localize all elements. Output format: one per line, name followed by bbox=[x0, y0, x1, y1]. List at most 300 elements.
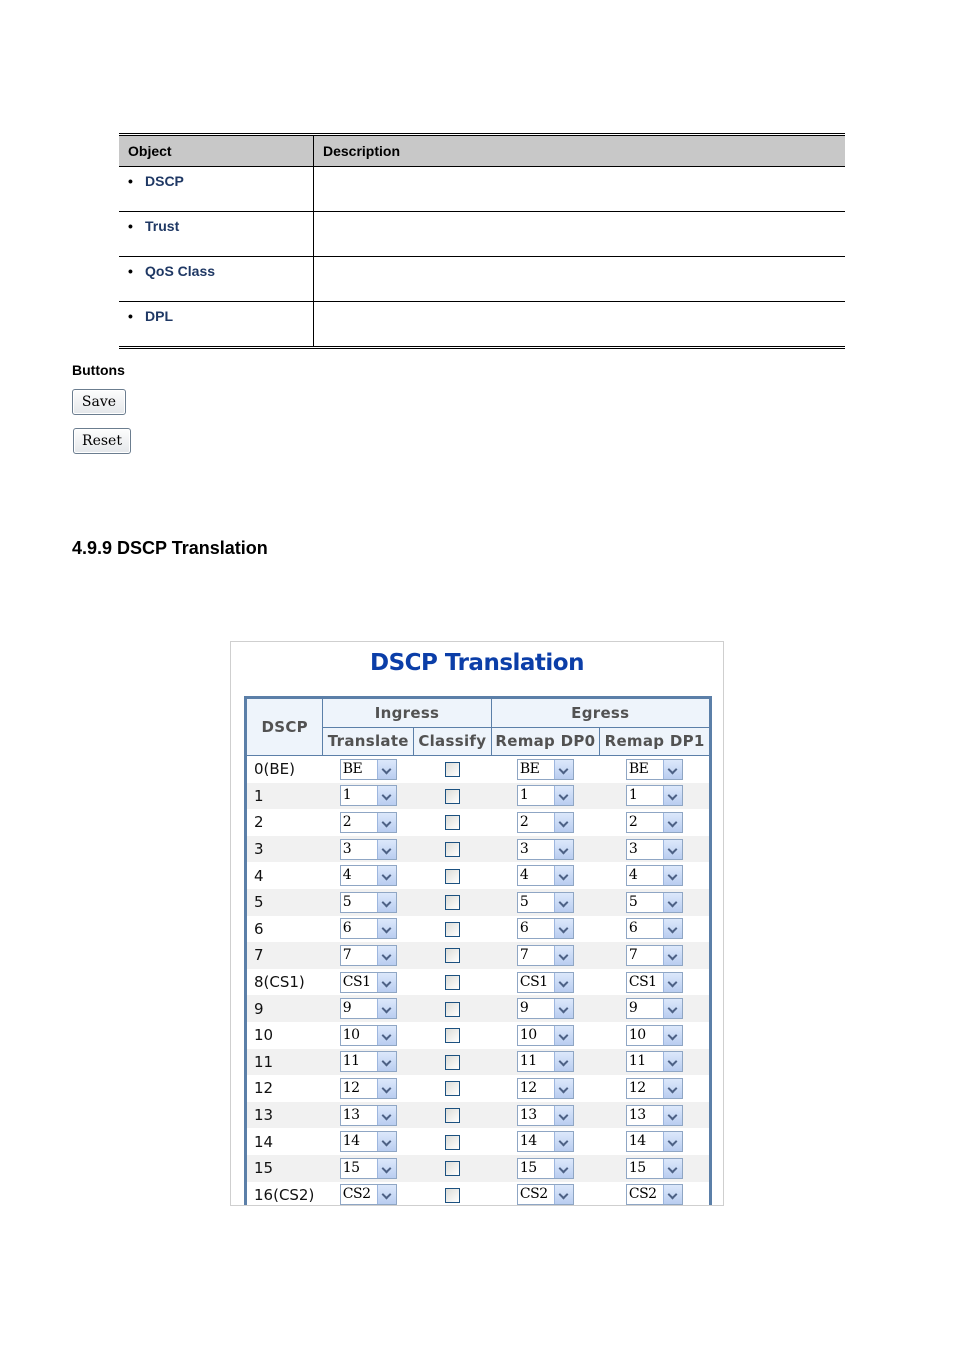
dscp-value: 7 bbox=[246, 942, 323, 969]
dscp-value: 13 bbox=[246, 1102, 323, 1129]
section-heading: 4.9.9 DSCP Translation bbox=[72, 538, 268, 558]
remap-dp1-cell bbox=[600, 809, 711, 836]
object-description-table bbox=[119, 133, 845, 349]
table-row bbox=[119, 257, 845, 302]
classify-checkbox[interactable] bbox=[445, 1028, 460, 1043]
remap-dp1-select[interactable] bbox=[626, 1184, 683, 1205]
classify-checkbox[interactable] bbox=[445, 762, 460, 777]
object-name: • DSCP bbox=[128, 173, 184, 189]
buttons-heading: Buttons bbox=[72, 362, 125, 378]
remap-dp0-cell bbox=[491, 1102, 600, 1129]
classify-checkbox[interactable] bbox=[445, 1188, 460, 1203]
translate-cell bbox=[323, 969, 414, 996]
translate-select[interactable] bbox=[340, 1105, 397, 1126]
remap-dp1-select[interactable] bbox=[626, 1025, 683, 1046]
remap-dp1-cell bbox=[600, 1182, 711, 1207]
chevron-down-icon[interactable] bbox=[663, 1132, 682, 1151]
chevron-down-icon[interactable] bbox=[663, 1106, 682, 1125]
remap-dp0-select[interactable] bbox=[517, 1078, 574, 1099]
translate-value: 13 bbox=[342, 1106, 360, 1123]
chevron-down-icon[interactable] bbox=[377, 946, 396, 965]
remap-dp0-cell bbox=[491, 756, 600, 783]
remap-dp1-value: CS1 bbox=[628, 973, 657, 990]
chevron-down-icon[interactable] bbox=[663, 813, 682, 832]
remap-dp1-value: 12 bbox=[628, 1079, 646, 1096]
translate-cell bbox=[323, 1075, 414, 1102]
chevron-down-icon[interactable] bbox=[554, 919, 573, 938]
remap-dp1-value: 14 bbox=[628, 1133, 646, 1150]
chevron-down-icon[interactable] bbox=[663, 946, 682, 965]
remap-dp1-select[interactable] bbox=[626, 918, 683, 939]
classify-cell bbox=[414, 942, 491, 969]
remap-dp0-value: 2 bbox=[519, 813, 529, 830]
remap-dp0-select[interactable] bbox=[517, 998, 574, 1019]
classify-cell bbox=[414, 889, 491, 916]
reset-button[interactable]: Reset bbox=[73, 428, 131, 454]
dscp-value: 1 bbox=[246, 783, 323, 810]
remap-dp1-value: 7 bbox=[628, 946, 638, 963]
remap-dp0-select[interactable] bbox=[517, 785, 574, 806]
remap-dp1-select[interactable] bbox=[626, 1051, 683, 1072]
description-column-header: Description bbox=[314, 135, 846, 167]
table-row bbox=[246, 1075, 711, 1102]
remap-dp1-cell bbox=[600, 916, 711, 943]
chevron-down-icon[interactable] bbox=[554, 1132, 573, 1151]
remap-dp1-cell bbox=[600, 783, 711, 810]
object-cell bbox=[119, 167, 314, 212]
classify-cell bbox=[414, 1049, 491, 1076]
translate-cell bbox=[323, 1128, 414, 1155]
classify-checkbox[interactable] bbox=[445, 1135, 460, 1150]
classify-cell bbox=[414, 1102, 491, 1129]
classify-cell bbox=[414, 862, 491, 889]
remap-dp1-select[interactable] bbox=[626, 785, 683, 806]
object-name: • DPL bbox=[128, 308, 173, 324]
classify-checkbox[interactable] bbox=[445, 1108, 460, 1123]
remap-dp0-cell bbox=[491, 1049, 600, 1076]
remap-dp1-select[interactable] bbox=[626, 839, 683, 860]
chevron-down-icon[interactable] bbox=[377, 1159, 396, 1178]
translate-cell bbox=[323, 836, 414, 863]
remap-dp1-cell bbox=[600, 995, 711, 1022]
chevron-down-icon[interactable] bbox=[377, 866, 396, 885]
remap-dp0-value: 12 bbox=[519, 1079, 537, 1096]
table-row bbox=[246, 889, 711, 916]
remap-dp1-select[interactable] bbox=[626, 759, 683, 780]
remap-dp0-select[interactable] bbox=[517, 1158, 574, 1179]
translate-select[interactable] bbox=[340, 972, 397, 993]
chevron-down-icon[interactable] bbox=[663, 786, 682, 805]
translate-value: 6 bbox=[342, 920, 352, 937]
table-row bbox=[246, 862, 711, 889]
translate-select[interactable] bbox=[340, 1051, 397, 1072]
translate-value: 5 bbox=[342, 893, 352, 910]
remap-dp0-value: CS2 bbox=[519, 1186, 548, 1203]
table-row bbox=[119, 212, 845, 257]
remap-dp0-cell bbox=[491, 836, 600, 863]
chevron-down-icon[interactable] bbox=[663, 893, 682, 912]
chevron-down-icon[interactable] bbox=[377, 1026, 396, 1045]
remap-dp0-cell bbox=[491, 916, 600, 943]
chevron-down-icon[interactable] bbox=[663, 760, 682, 779]
table-row bbox=[246, 1155, 711, 1182]
chevron-down-icon[interactable] bbox=[377, 893, 396, 912]
chevron-down-icon[interactable] bbox=[377, 1106, 396, 1125]
translate-select[interactable] bbox=[340, 998, 397, 1019]
translate-select[interactable] bbox=[340, 839, 397, 860]
object-table-header-row bbox=[119, 135, 845, 167]
remap-dp1-cell bbox=[600, 1022, 711, 1049]
table-row bbox=[119, 302, 845, 348]
remap-dp0-select[interactable] bbox=[517, 839, 574, 860]
chevron-down-icon[interactable] bbox=[663, 1052, 682, 1071]
classify-cell bbox=[414, 756, 491, 783]
classify-checkbox[interactable] bbox=[445, 1055, 460, 1070]
remap-dp0-value: 7 bbox=[519, 946, 529, 963]
chevron-down-icon[interactable] bbox=[377, 973, 396, 992]
remap-dp0-cell bbox=[491, 889, 600, 916]
classify-checkbox[interactable] bbox=[445, 1161, 460, 1176]
translate-cell bbox=[323, 942, 414, 969]
remap-dp1-select[interactable] bbox=[626, 1078, 683, 1099]
remap-dp0-select[interactable] bbox=[517, 1025, 574, 1046]
remap-dp1-cell bbox=[600, 1155, 711, 1182]
remap-dp1-cell bbox=[600, 1075, 711, 1102]
remap-dp0-value: 9 bbox=[519, 1000, 529, 1017]
object-cell bbox=[119, 212, 314, 257]
remap-dp0-cell bbox=[491, 862, 600, 889]
classify-checkbox[interactable] bbox=[445, 922, 460, 937]
translate-value: 12 bbox=[342, 1079, 360, 1096]
dscp-value: 6 bbox=[254, 919, 264, 938]
remap-dp1-select[interactable] bbox=[626, 945, 683, 966]
translate-value: 2 bbox=[342, 813, 352, 830]
translate-value: 7 bbox=[342, 946, 352, 963]
dscp-value: 3 bbox=[246, 836, 323, 863]
chevron-down-icon[interactable] bbox=[377, 1079, 396, 1098]
chevron-down-icon[interactable] bbox=[554, 946, 573, 965]
table-row bbox=[246, 1049, 711, 1076]
remap-dp0-value: 6 bbox=[519, 920, 529, 937]
remap-dp0-select[interactable] bbox=[517, 1105, 574, 1126]
chevron-down-icon[interactable] bbox=[554, 1106, 573, 1125]
chevron-down-icon[interactable] bbox=[554, 1026, 573, 1045]
chevron-down-icon[interactable] bbox=[663, 973, 682, 992]
remap-dp1-cell bbox=[600, 836, 711, 863]
translate-value: 9 bbox=[342, 1000, 352, 1017]
chevron-down-icon[interactable] bbox=[554, 1185, 573, 1204]
translate-cell bbox=[323, 1182, 414, 1207]
translate-value: 10 bbox=[342, 1026, 360, 1043]
translate-select[interactable] bbox=[340, 1078, 397, 1099]
remap-dp1-cell bbox=[600, 1102, 711, 1129]
dscp-value: 2 bbox=[254, 813, 264, 832]
translate-cell bbox=[323, 995, 414, 1022]
remap-dp1-value: 10 bbox=[628, 1026, 646, 1043]
translate-value: 3 bbox=[342, 840, 352, 857]
remap-dp0-cell bbox=[491, 942, 600, 969]
remap-dp0-value: 3 bbox=[519, 840, 529, 857]
remap-dp0-select[interactable] bbox=[517, 759, 574, 780]
remap-dp1-value: 5 bbox=[628, 893, 638, 910]
table-row bbox=[246, 969, 711, 996]
table-row bbox=[246, 1182, 711, 1207]
table-row bbox=[246, 1022, 711, 1049]
chevron-down-icon[interactable] bbox=[554, 1159, 573, 1178]
remap-dp1-select[interactable] bbox=[626, 998, 683, 1019]
dscp-value: 8(CS1) bbox=[254, 973, 305, 992]
chevron-down-icon[interactable] bbox=[377, 1052, 396, 1071]
table-row bbox=[246, 783, 711, 810]
dscp-value: 16(CS2) bbox=[254, 1185, 315, 1204]
dscp-translation-table bbox=[244, 696, 712, 1206]
chevron-down-icon[interactable] bbox=[377, 813, 396, 832]
chevron-down-icon[interactable] bbox=[377, 760, 396, 779]
translate-cell bbox=[323, 1049, 414, 1076]
remap-dp0-value: 5 bbox=[519, 893, 529, 910]
save-button[interactable]: Save bbox=[72, 389, 126, 415]
chevron-down-icon[interactable] bbox=[377, 840, 396, 859]
description-cell bbox=[314, 302, 846, 348]
remap-dp0-value: 11 bbox=[519, 1053, 537, 1070]
translate-cell bbox=[323, 889, 414, 916]
object-name: • Trust bbox=[128, 218, 179, 234]
translate-value: 14 bbox=[342, 1133, 360, 1150]
remap-dp1-select[interactable] bbox=[626, 972, 683, 993]
remap-dp1-select[interactable] bbox=[626, 1158, 683, 1179]
dscp-value: 4 bbox=[254, 866, 264, 885]
object-column-header: Object bbox=[119, 135, 314, 167]
chevron-down-icon[interactable] bbox=[554, 866, 573, 885]
chevron-down-icon[interactable] bbox=[554, 999, 573, 1018]
classify-cell bbox=[414, 1075, 491, 1102]
remap-dp1-value: BE bbox=[628, 760, 649, 777]
remap-dp0-cell bbox=[491, 1128, 600, 1155]
remap-dp1-value: 2 bbox=[628, 813, 638, 830]
remap-dp1-value: 15 bbox=[628, 1159, 646, 1176]
description-cell bbox=[314, 167, 846, 212]
classify-checkbox[interactable] bbox=[445, 815, 460, 830]
translate-value: 1 bbox=[342, 787, 352, 804]
description-cell bbox=[314, 212, 846, 257]
classify-checkbox[interactable] bbox=[445, 948, 460, 963]
table-row bbox=[246, 942, 711, 969]
remap-dp1-column-header: Remap DP1 bbox=[600, 727, 711, 756]
chevron-down-icon[interactable] bbox=[663, 1159, 682, 1178]
classify-checkbox[interactable] bbox=[445, 975, 460, 990]
object-cell bbox=[119, 302, 314, 348]
remap-dp1-cell bbox=[600, 1049, 711, 1076]
dscp-table-body bbox=[246, 756, 711, 1207]
remap-dp0-cell bbox=[491, 1182, 600, 1207]
remap-dp0-value: BE bbox=[519, 760, 540, 777]
dscp-column-header: DSCP bbox=[246, 698, 323, 756]
remap-dp1-value: 9 bbox=[628, 1000, 638, 1017]
chevron-down-icon[interactable] bbox=[663, 1079, 682, 1098]
translate-value: CS1 bbox=[342, 973, 371, 990]
dscp-translation-screenshot bbox=[230, 641, 724, 1206]
remap-dp0-select[interactable] bbox=[517, 1051, 574, 1072]
remap-dp1-select[interactable] bbox=[626, 865, 683, 886]
dscp-value: 14 bbox=[254, 1132, 274, 1151]
translate-select[interactable] bbox=[340, 1025, 397, 1046]
dscp-value: 11 bbox=[246, 1049, 323, 1076]
dscp-value: 10 bbox=[254, 1026, 274, 1045]
chevron-down-icon[interactable] bbox=[554, 973, 573, 992]
table-row bbox=[246, 916, 711, 943]
table-row bbox=[119, 167, 845, 212]
remap-dp0-select[interactable] bbox=[517, 1184, 574, 1205]
remap-dp0-select[interactable] bbox=[517, 812, 574, 833]
remap-dp0-value: 15 bbox=[519, 1159, 537, 1176]
table-row bbox=[246, 756, 711, 783]
classify-cell bbox=[414, 783, 491, 810]
remap-dp0-cell bbox=[491, 969, 600, 996]
chevron-down-icon[interactable] bbox=[377, 999, 396, 1018]
group-header-row bbox=[246, 698, 711, 728]
remap-dp1-cell bbox=[600, 942, 711, 969]
remap-dp0-select[interactable] bbox=[517, 918, 574, 939]
chevron-down-icon[interactable] bbox=[663, 1026, 682, 1045]
chevron-down-icon[interactable] bbox=[377, 1185, 396, 1204]
object-name: • QoS Class bbox=[128, 263, 215, 279]
remap-dp1-select[interactable] bbox=[626, 892, 683, 913]
chevron-down-icon[interactable] bbox=[554, 893, 573, 912]
translate-select[interactable] bbox=[340, 1158, 397, 1179]
dscp-value: 12 bbox=[254, 1079, 274, 1098]
chevron-down-icon[interactable] bbox=[663, 999, 682, 1018]
chevron-down-icon[interactable] bbox=[663, 866, 682, 885]
remap-dp0-value: CS1 bbox=[519, 973, 548, 990]
remap-dp1-value: CS2 bbox=[628, 1186, 657, 1203]
classify-checkbox[interactable] bbox=[445, 869, 460, 884]
translate-select[interactable] bbox=[340, 865, 397, 886]
egress-group-header: Egress bbox=[491, 698, 710, 728]
table-row bbox=[246, 1102, 711, 1129]
description-cell bbox=[314, 257, 846, 302]
remap-dp1-value: 3 bbox=[628, 840, 638, 857]
translate-select[interactable] bbox=[340, 759, 397, 780]
remap-dp0-select[interactable] bbox=[517, 892, 574, 913]
remap-dp0-select[interactable] bbox=[517, 1131, 574, 1152]
translate-select[interactable] bbox=[340, 1184, 397, 1205]
remap-dp0-cell bbox=[491, 809, 600, 836]
classify-cell bbox=[414, 836, 491, 863]
translate-cell bbox=[323, 783, 414, 810]
remap-dp0-select[interactable] bbox=[517, 945, 574, 966]
dscp-value: 15 bbox=[246, 1155, 323, 1182]
remap-dp0-value: 14 bbox=[519, 1133, 537, 1150]
chevron-down-icon[interactable] bbox=[377, 786, 396, 805]
chevron-down-icon[interactable] bbox=[377, 919, 396, 938]
remap-dp0-column-header: Remap DP0 bbox=[491, 727, 600, 756]
remap-dp0-cell bbox=[491, 1075, 600, 1102]
translate-select[interactable] bbox=[340, 892, 397, 913]
remap-dp1-value: 11 bbox=[628, 1053, 646, 1070]
classify-checkbox[interactable] bbox=[445, 895, 460, 910]
object-cell bbox=[119, 257, 314, 302]
classify-cell bbox=[414, 1128, 491, 1155]
classify-checkbox[interactable] bbox=[445, 1081, 460, 1096]
translate-cell bbox=[323, 1155, 414, 1182]
remap-dp0-value: 10 bbox=[519, 1026, 537, 1043]
chevron-down-icon[interactable] bbox=[554, 760, 573, 779]
translate-cell bbox=[323, 916, 414, 943]
classify-cell bbox=[414, 995, 491, 1022]
translate-cell bbox=[323, 809, 414, 836]
remap-dp1-select[interactable] bbox=[626, 812, 683, 833]
translate-value: CS2 bbox=[342, 1186, 371, 1203]
remap-dp0-value: 4 bbox=[519, 867, 529, 884]
translate-cell bbox=[323, 756, 414, 783]
classify-cell bbox=[414, 1022, 491, 1049]
dscp-value: 0(BE) bbox=[254, 760, 296, 779]
translate-value: 15 bbox=[342, 1159, 360, 1176]
dscp-value: 9 bbox=[246, 995, 323, 1022]
table-row bbox=[246, 995, 711, 1022]
remap-dp1-value: 4 bbox=[628, 867, 638, 884]
remap-dp1-cell bbox=[600, 889, 711, 916]
classify-column-header: Classify bbox=[414, 727, 491, 756]
classify-checkbox[interactable] bbox=[445, 1002, 460, 1017]
translate-select[interactable] bbox=[340, 1131, 397, 1152]
remap-dp0-select[interactable] bbox=[517, 972, 574, 993]
classify-cell bbox=[414, 809, 491, 836]
remap-dp0-value: 1 bbox=[519, 787, 529, 804]
chevron-down-icon[interactable] bbox=[554, 840, 573, 859]
remap-dp1-cell bbox=[600, 756, 711, 783]
table-row bbox=[246, 1128, 711, 1155]
chevron-down-icon[interactable] bbox=[554, 1079, 573, 1098]
translate-value: 11 bbox=[342, 1053, 360, 1070]
remap-dp0-select[interactable] bbox=[517, 865, 574, 886]
translate-select[interactable] bbox=[340, 785, 397, 806]
translate-value: 4 bbox=[342, 867, 352, 884]
remap-dp1-cell bbox=[600, 1128, 711, 1155]
classify-checkbox[interactable] bbox=[445, 842, 460, 857]
chevron-down-icon[interactable] bbox=[663, 1185, 682, 1204]
remap-dp1-select[interactable] bbox=[626, 1105, 683, 1126]
chevron-down-icon[interactable] bbox=[554, 1052, 573, 1071]
chevron-down-icon[interactable] bbox=[377, 1132, 396, 1151]
chevron-down-icon[interactable] bbox=[554, 813, 573, 832]
chevron-down-icon[interactable] bbox=[663, 919, 682, 938]
translate-cell bbox=[323, 862, 414, 889]
remap-dp0-cell bbox=[491, 995, 600, 1022]
classify-checkbox[interactable] bbox=[445, 789, 460, 804]
translate-column-header: Translate bbox=[323, 727, 414, 756]
remap-dp1-select[interactable] bbox=[626, 1131, 683, 1152]
translate-value: BE bbox=[342, 760, 363, 777]
translate-select[interactable] bbox=[340, 918, 397, 939]
dscp-value: 5 bbox=[246, 889, 323, 916]
classify-cell bbox=[414, 1182, 491, 1207]
panel-title: DSCP Translation bbox=[370, 650, 584, 676]
remap-dp1-value: 13 bbox=[628, 1106, 646, 1123]
translate-select[interactable] bbox=[340, 945, 397, 966]
remap-dp0-cell bbox=[491, 783, 600, 810]
translate-cell bbox=[323, 1102, 414, 1129]
chevron-down-icon[interactable] bbox=[663, 840, 682, 859]
remap-dp0-value: 13 bbox=[519, 1106, 537, 1123]
translate-select[interactable] bbox=[340, 812, 397, 833]
remap-dp0-cell bbox=[491, 1155, 600, 1182]
chevron-down-icon[interactable] bbox=[554, 786, 573, 805]
table-row bbox=[246, 809, 711, 836]
remap-dp0-cell bbox=[491, 1022, 600, 1049]
remap-dp1-value: 1 bbox=[628, 787, 638, 804]
remap-dp1-cell bbox=[600, 862, 711, 889]
